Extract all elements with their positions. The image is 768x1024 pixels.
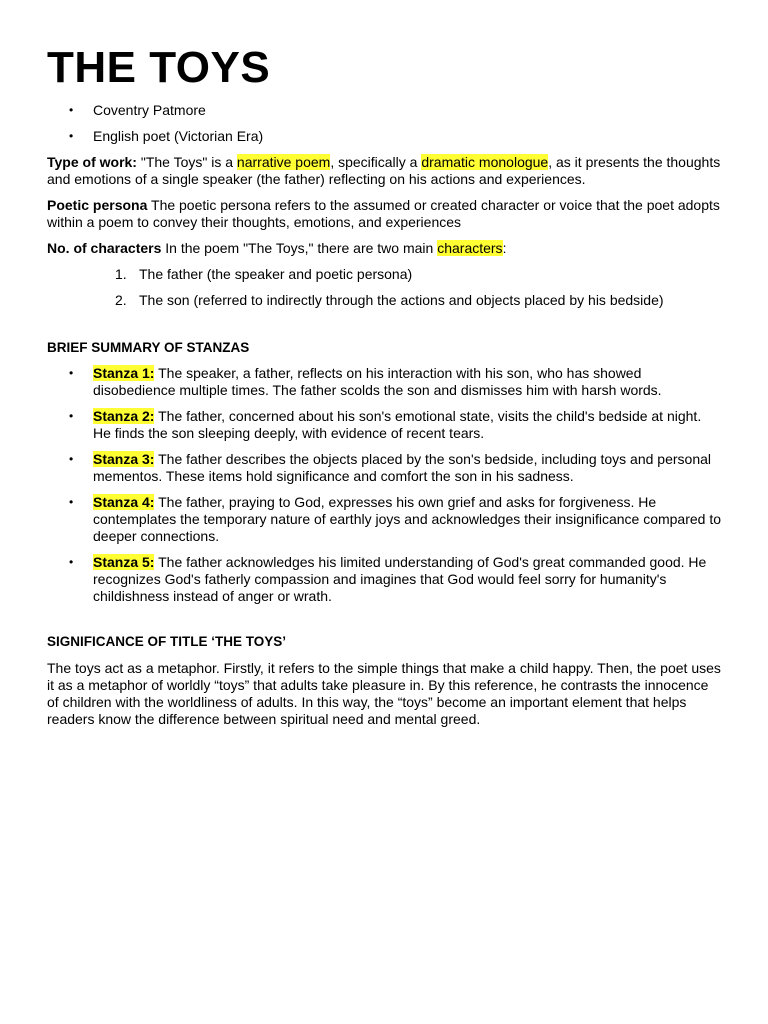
characters-text-2: : bbox=[502, 240, 507, 256]
stanza-label: Stanza 4: bbox=[93, 494, 155, 510]
type-of-work-label: Type of work: bbox=[47, 154, 137, 170]
stanza-item bbox=[47, 554, 722, 605]
characters-label: No. of characters bbox=[47, 240, 162, 256]
stanza-text: The father acknowledges his limited understanding of God's great commanded good. He recognizes God's fatherly compassion and imagines that God would feel sorry for humanity's childishness instead of anger or wrath. bbox=[93, 554, 707, 604]
stanza-item bbox=[47, 365, 722, 399]
highlight-characters: characters bbox=[437, 240, 503, 256]
type-of-work-text-3: , as it presents the thoughts and emotions of a single speaker (the father) reflecting on his actions and experiences. bbox=[47, 154, 721, 187]
stanza-text: The father describes the objects placed by the son's bedside, including toys and personal mementos. These items hold significance and comfort the son in his sadness. bbox=[93, 451, 712, 484]
list-item bbox=[47, 266, 722, 283]
stanza-text: The father, praying to God, expresses his own grief and asks for forgiveness. He contemplates the temporary nature of earthly joys and acknowledges their insignificance compared to deeper connections. bbox=[93, 494, 722, 544]
significance-heading: SIGNIFICANCE OF TITLE ‘THE TOYS’ bbox=[47, 634, 287, 649]
characters-list bbox=[47, 266, 722, 309]
list-item-text: The son (referred to indirectly through the actions and objects placed by his bedside) bbox=[139, 292, 664, 308]
author-info-list bbox=[47, 102, 722, 145]
type-of-work-text-1: "The Toys" is a bbox=[136, 154, 237, 170]
list-item bbox=[47, 292, 722, 309]
stanza-label: Stanza 2: bbox=[93, 408, 155, 424]
author-description: • English poet (Victorian Era) bbox=[47, 128, 722, 145]
stanza-text: The father, concerned about his son's emotional state, visits the child's bedside at night. He finds the son sleeping deeply, with evidence of recent tears. bbox=[93, 408, 702, 441]
stanza-label: Stanza 1: bbox=[93, 365, 155, 381]
poetic-persona-text: The poetic persona refers to the assumed or created character or voice that the poet adopts within a poem to convey their thoughts, emotions, and experiences bbox=[47, 197, 720, 230]
stanza-item bbox=[47, 408, 722, 442]
highlight-narrative-poem: narrative poem bbox=[236, 154, 331, 170]
type-of-work-text-2: , specifically a bbox=[330, 154, 422, 170]
list-item-text: The father (the speaker and poetic persona) bbox=[139, 266, 413, 282]
list-number: 2. bbox=[115, 292, 127, 308]
summary-heading: BRIEF SUMMARY OF STANZAS bbox=[47, 340, 250, 355]
significance-paragraph: The toys act as a metaphor. Firstly, it refers to the simple things that make a child happy. Then, the poet uses it as a metaphor of worldly “toys” that adults take pleasure in. By this reference, he contrasts the innocence of children with the worldliness of adults. In this way, the “toys” become an important element that helps readers know the difference between spiritual need and mental greed. bbox=[47, 660, 721, 727]
poetic-persona-paragraph bbox=[47, 197, 722, 231]
highlight-dramatic-monologue: dramatic monologue bbox=[421, 154, 549, 170]
poetic-persona-label: Poetic persona bbox=[47, 197, 148, 213]
stanza-item bbox=[47, 451, 722, 485]
page-title: THE TOYS bbox=[47, 43, 271, 92]
stanza-label: Stanza 5: bbox=[93, 554, 155, 570]
type-of-work-paragraph bbox=[47, 154, 722, 188]
stanza-label: Stanza 3: bbox=[93, 451, 155, 467]
stanza-text: The speaker, a father, reflects on his interaction with his son, who has showed disobedience multiple times. The father scolds the son and dismisses him with harsh words. bbox=[93, 365, 662, 398]
characters-paragraph bbox=[47, 240, 722, 257]
stanza-item bbox=[47, 494, 722, 545]
stanza-list bbox=[47, 365, 722, 605]
characters-text-1: In the poem "The Toys," there are two main bbox=[161, 240, 438, 256]
author-name: • Coventry Patmore bbox=[47, 102, 722, 119]
list-number: 1. bbox=[115, 266, 127, 282]
